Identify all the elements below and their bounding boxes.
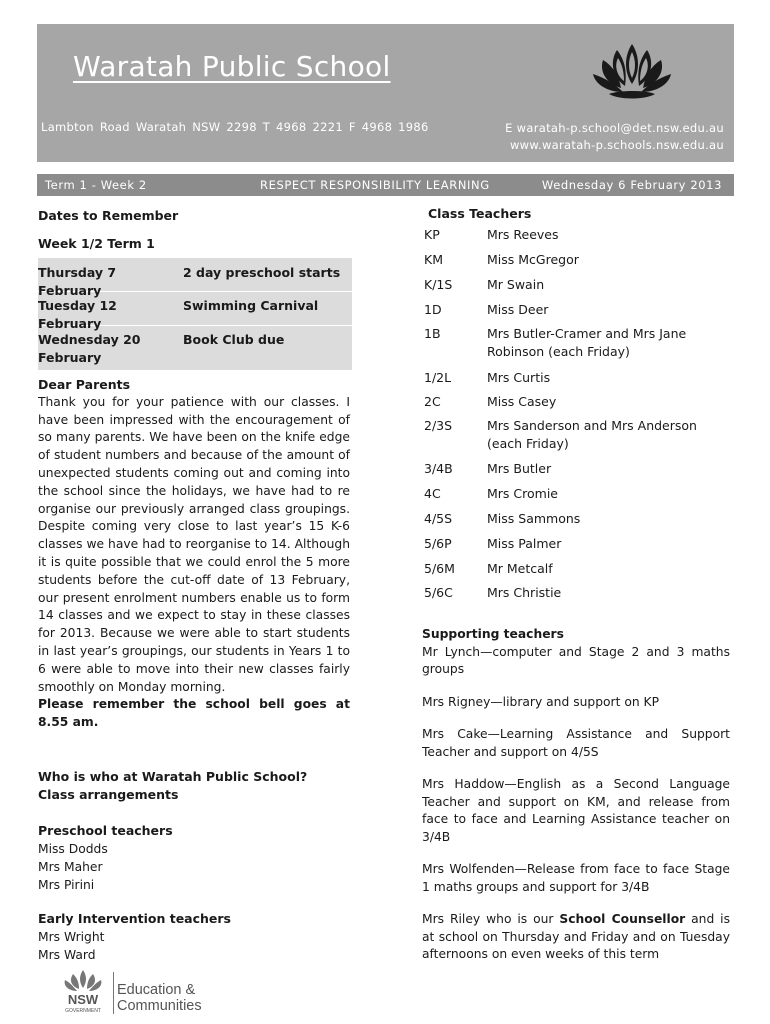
event-date: Wednesday 20 February xyxy=(38,332,141,365)
counsellor-pre: Mrs Riley who is our xyxy=(422,912,560,926)
event-date: Thursday 7 February xyxy=(38,265,117,298)
list-item: Mrs Rigney—library and support on KP xyxy=(422,694,660,709)
list-item: Mrs Ward xyxy=(38,948,96,962)
list-item: Miss Dodds xyxy=(38,842,108,856)
class-code: 5/6C xyxy=(424,585,453,600)
logo-divider xyxy=(113,972,114,1014)
preschool-section xyxy=(38,822,173,894)
teacher-name: Mrs Butler-Cramer and Mrs Jane Robinson (each Friday) xyxy=(487,326,687,359)
nsw-waratah-icon xyxy=(55,968,111,1014)
class-arrangements-title: Class arrangements xyxy=(38,787,179,802)
waratah-flower-icon xyxy=(587,38,677,106)
class-code: 2/3S xyxy=(424,418,453,433)
bell-reminder: Please remember the school bell goes at 8.55 am. xyxy=(38,697,350,730)
teacher-name: Miss Palmer xyxy=(487,536,562,551)
class-code: 4/5S xyxy=(424,511,453,526)
school-motto: RESPECT RESPONSIBILITY LEARNING xyxy=(260,178,490,192)
event-name: Book Club due xyxy=(183,332,285,347)
class-code: 1B xyxy=(424,326,441,341)
nsw-mark: NSW xyxy=(67,992,99,1007)
school-name: Waratah Public School xyxy=(73,50,391,83)
teacher-name: Mr Metcalf xyxy=(487,561,553,576)
teacher-name: Mrs Reeves xyxy=(487,227,559,242)
counsellor-role: School Counsellor xyxy=(559,912,686,926)
class-code: 5/6M xyxy=(424,561,455,576)
list-item: Mrs Wolfenden—Release from face to face Stage 1 maths groups and support for 3/4B xyxy=(422,862,730,894)
preschool-title: Preschool teachers xyxy=(38,823,173,838)
counsellor-post: and is at school on Thursday and Friday and on Tuesday afternoons on even weeks of this term xyxy=(422,912,730,961)
teacher-name: Mrs Sanderson and Mrs Anderson (each Friday) xyxy=(487,418,697,451)
teacher-name: Mrs Christie xyxy=(487,585,562,600)
department-name xyxy=(117,982,202,1014)
class-code: 3/4B xyxy=(424,461,453,476)
class-code: K/1S xyxy=(424,277,453,292)
week-title: Week 1/2 Term 1 xyxy=(38,236,155,251)
teacher-name: Miss Sammons xyxy=(487,511,581,526)
dates-table xyxy=(38,258,352,370)
class-code: 2C xyxy=(424,394,441,409)
class-code: KM xyxy=(424,252,443,267)
list-item: Mrs Wright xyxy=(38,930,105,944)
dates-title: Dates to Remember xyxy=(38,208,179,223)
event-name: 2 day preschool starts xyxy=(183,265,341,280)
list-item: Mrs Maher xyxy=(38,860,103,874)
counsellor-note xyxy=(422,911,730,964)
letter-greeting: Dear Parents xyxy=(38,377,131,392)
supporting-title: Supporting teachers xyxy=(422,627,564,641)
who-is-who xyxy=(38,768,307,804)
term-week: Term 1 - Week 2 xyxy=(45,178,147,192)
list-item: Mrs Haddow—English as a Second Language Teacher and support on KM, and release from face to face and Learning Assistance teacher on 3/4B xyxy=(422,777,730,844)
list-item: Mrs Pirini xyxy=(38,878,95,892)
dept-line-1: Education & xyxy=(117,982,196,998)
early-intervention-section xyxy=(38,910,231,964)
event-date: Tuesday 12 February xyxy=(38,298,117,331)
nsw-education-logo xyxy=(55,968,235,1016)
event-name: Swimming Carnival xyxy=(183,298,319,313)
dept-line-2: Communities xyxy=(117,998,202,1014)
class-code: KP xyxy=(424,227,440,242)
teacher-name: Mrs Butler xyxy=(487,461,552,476)
letter-body: Thank you for your patience with our classes. I have been impressed with the encouragement of so many parents. We have been on the knife edge of student numbers and because of the amount of unexpected students coming out and coming into the school since the holidays, we have had to re organise our previously arranged class groupings. Despite coming very close to last year’s 15 K-6 classes we have had to reorganise to 14. Although it is quite possible that we could enrol the 5 more students before the cut-off date of 13 February, our present enrolment numbers enable us to form 14 classes and we expect to stay in these classes for 2013. Because we were able to start students in last year’s groupings, our students in Years 1 to 6 were able to move into their new classes fairly smoothly on Monday morning. xyxy=(38,394,350,694)
early-intervention-title: Early Intervention teachers xyxy=(38,911,231,926)
masthead xyxy=(37,24,734,162)
contact-block xyxy=(505,120,724,154)
list-item: Mr Lynch—computer and Stage 2 and 3 maths groups xyxy=(422,644,730,676)
website-url: www.waratah-p.schools.nsw.edu.au xyxy=(509,138,724,152)
class-code: 4C xyxy=(424,486,441,501)
government-label: GOVERNMENT xyxy=(65,1008,101,1014)
term-bar xyxy=(37,174,734,196)
class-code: 1/2L xyxy=(424,370,452,385)
email-address: E waratah-p.school@det.nsw.edu.au xyxy=(505,121,724,135)
teacher-name: Miss Deer xyxy=(487,302,549,317)
issue-date: Wednesday 6 February 2013 xyxy=(541,178,722,192)
class-teachers-title: Class Teachers xyxy=(428,206,532,221)
teacher-name: Miss Casey xyxy=(487,394,557,409)
list-item: Mrs Cake—Learning Assistance and Support Teacher and support on 4/5S xyxy=(422,727,730,759)
who-title: Who is who at Waratah Public School? xyxy=(38,769,308,784)
supporting-teachers xyxy=(422,626,730,979)
parent-letter xyxy=(38,376,350,732)
teacher-name: Mrs Cromie xyxy=(487,486,558,501)
teacher-name: Mr Swain xyxy=(487,277,545,292)
class-code: 1D xyxy=(424,302,442,317)
teacher-name: Mrs Curtis xyxy=(487,370,551,385)
teacher-name: Miss McGregor xyxy=(487,252,579,267)
address-line: Lambton Road Waratah NSW 2298 T 4968 2221 F 4968 1986 xyxy=(41,120,429,134)
class-code: 5/6P xyxy=(424,536,452,551)
